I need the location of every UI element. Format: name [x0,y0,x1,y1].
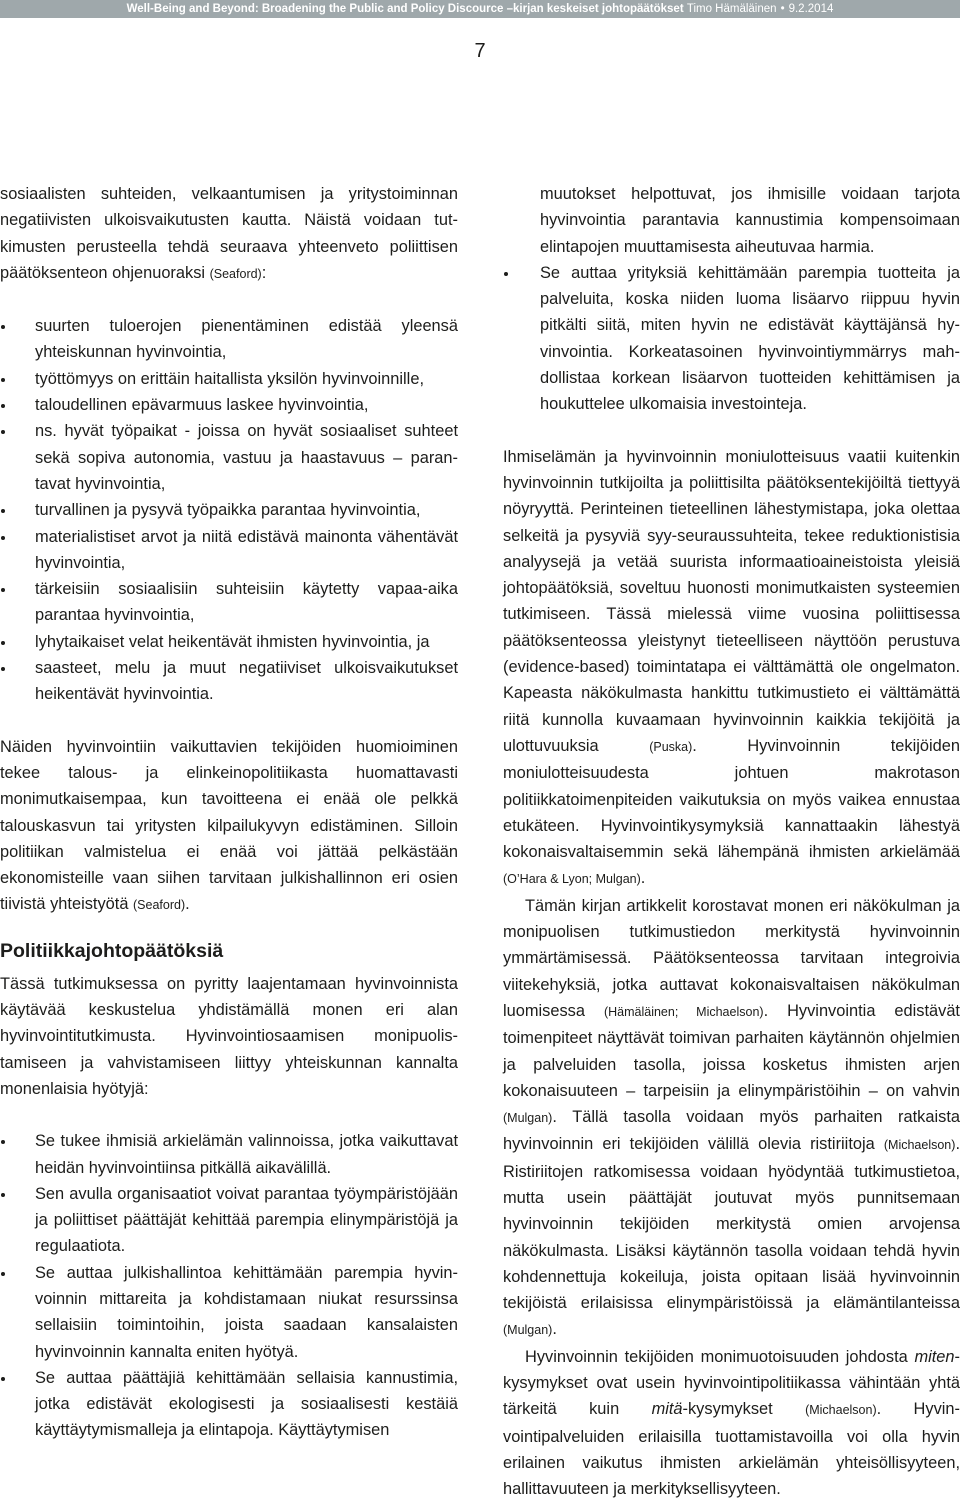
body-paragraph: Hyvinvoinnin tekijöiden monimuotoisuuden johdosta miten-kysymykset ovat usein hyvinvointipolitiikassa vähintään yhtä tärkeitä kuin mitä-kysymykset (Michaelson). Hyvinvointipalveluiden erilaisilla tuottamistavoilla voi olla hyvin erilainen vaikutus ihmisten arkielämän yhteisöllisyyteen, hallittavuuteen ja merkityksellisyyteen. [503,1347,960,1499]
list-item: lyhytaikaiset velat heikentävät ihmisten hyvinvointia, ja [0,629,458,655]
right-column [503,181,960,1503]
citation: (Michaelson) [883,1138,956,1153]
list-item: Sen avulla organisaatiot voivat parantaa työympäristöjään ja poliittiset päättäjät kehittää parempia elinympäristöjä ja regulaatiota. [0,1181,458,1260]
list-item: suurten tuloerojen pienentäminen edistää yleensä yhteiskunnan hyvinvointia, [0,313,458,366]
list-item: Se tukee ihmisiä arkielämän valinnoissa, jotka vaikuttavat heidän hyvinvointiinsa pitkällä aikavälillä. [0,1128,458,1181]
body-paragraph: Tämän kirjan artikkelit korostavat monen eri näkökulman ja monipuolisen tutkimustiedon merkitystä hyvinvoinnin ymmärtämisessä. Päätöksenteossa tarvitaan integroivia viitekehyksiä, jotka auttavat kokonaisvaltaisen näkökulman luomisessa (Hämäläinen; Michaelson). Hyvinvointia edistävät toimenpiteet näyttävät toimivan parhaiten käytännön ohjelmien ja palveluiden tasolla, joissa kosketus ihmisten arjen kokonaisuuteen – tarpeisiin ja elinympäristöihin – on vahvin (Mulgan). Tällä tasolla voidaan myös parhaiten ratkaista hyvinvoinnin eri tekijöiden välillä olevia ristiriitoja (Michaelson). Ristiriitojen ratkomisessa voidaan hyödyntää tutkimustietoa, mutta usein päättäjät joutuvat myös punnitsemaan hyvinvoinnin tekijöiden merkitystä omien arvojensa näkökulmasta. Lisäksi käytännön tasolla voidaan tehdä hyvin kohdennettuja kokeiluja, joista opitaan lisää hyvinvoinnin tekijöistä erilaisissa elinympäristöissä ja elämäntilanteissa (Mulgan). [503,896,960,1339]
list-item: saasteet, melu ja muut negatiiviset ulkoisvaikutukset heikentävät hyvinvointia. [0,655,458,708]
list-item: Se auttaa päättäjiä kehittämään sellaisia kannustimia, jotka edistävät ekologisesti ja sosiaalisesti kestäiä käyttäytymismalleja ja elintapoja. Käyttäytymisen [0,1365,458,1444]
citation: (O’Hara & Lyon; Mulgan) [503,872,641,887]
body-paragraph: Tässä tutkimuksessa on pyritty laajentamaan hyvinvoinnista käytävää keskustelua yhdistämällä monen eri alan hyvinvointitutkimusta. Hyvinvointiosaamisen monipuolistamiseen ja vahvistamiseen liittyy yhteiskunnan kannalta monenlaisia hyötyjä: [0,974,458,1098]
citation: (Mulgan) [503,1323,553,1338]
benefits-list-continued [503,260,960,418]
citation: (Seaford) [133,898,186,913]
bullet-continuation: muutokset helpottuvat, jos ihmisille voidaan tarjota hyvinvointia parantavia kannustimia kompensoimaan elintapojen muuttamisesta aiheutuvaa harmia. [540,185,960,256]
running-header [0,0,960,18]
citation: (Puska) [649,739,693,754]
list-item: Se auttaa yrityksiä kehittämään parempia tuotteita ja palveluita, koska niiden luoma lisäarvo riippuu hyvin pitkälti siitä, miten hyvin ne edistävät käyttäjänsä hyvinvointia. Korkeatasoinen hyvinvointiymmärrys mahdollistaa korkean lisäarvon tuotteiden kehittämisen ja houkuttelee ulkomaisia investointeja. [503,260,960,418]
left-column [0,181,458,1444]
citation: (Mulgan) [503,1111,553,1126]
list-item: työttömyys on erittäin haitallista yksilön hyvinvoinnille, [0,366,458,392]
header-title: Well-Being and Beyond: Broadening the Public and Policy Discource –kirjan keskeiset johtopäätökset [126,3,684,15]
header-author: Timo Hämäläinen [686,3,777,15]
citation: (Hämäläinen; Michaelson) [603,1004,764,1019]
well-being-factors-list [0,313,458,707]
emphasis: mitä [651,1400,683,1419]
intro-paragraph: sosiaalisten suhteiden, velkaantumisen ja yritystoiminnan negatiivisten ulkoisvaikutusten kautta. Näistä voidaan tutkimusten perusteella tehdä seuraava yhteenveto poliittisen päätöksenteon ohjenuoraksi (Seaford): [0,185,458,282]
body-paragraph: Ihmiselämän ja hyvinvoinnin moniulotteisuus vaatii kuitenkin hyvinvoinnin tutkijoilta ja poliittisilta päätöksentekijöiltä tiettyyä nöyryyttä. Perinteinen tieteellinen lähestymistapa, joka olettaa selkeitä ja pysyviä syy-seuraussuhteita, tekee reduktionistisia analyysejä ja vetää suurista informaatioaineistoista yleisiä johtopäätöksiä, soveltuu huonosti monimutkaisten systeemien tutkimiseen. Tässä mielessä viime vuosina poliittisessa päätöksenteossa yleistynyt tieteelliseen näyttöön perustuva (evidence-based) toimintatapa ei välttämättä ole ongelmaton. Kapeasta näkökulmasta hankittu tutkimustieto ei välttämättä riitä kunnolla kuvaamaan hyvinvoinnin kaikkia tekijöitä ja ulottuvuuksia (Puska). Hyvinvoinnin tekijöiden moniulotteisuudesta johtuen makrotason politiikkatoimenpiteiden vaikutuksia on myös vaikea ennustaa etukäteen. Hyvinvointikysymyksiä kannattaakin lähestyä kokonaisvaltaisemmin sekä lähempänä ihmisten arkielämää (O’Hara & Lyon; Mulgan). [503,447,960,888]
page-number: 7 [474,40,486,62]
list-item: Se auttaa julkishallintoa kehittämään parempia hyvinvoinnin mittareita ja kohdistamaan niukat resurssinsa sellaisiin toimintoihin, joista saadaan kansalaisten hyvinvoinnin kannalta eniten hyötyä. [0,1260,458,1365]
citation: (Seaford) [209,266,262,281]
list-item: tärkeisiin sosiaalisiin suhteisiin käytetty vapaa-aika parantaa hyvinvointia, [0,576,458,629]
citation: (Michaelson) [805,1403,877,1418]
header-separator: • [780,3,785,15]
list-item: materialistiset arvot ja niitä edistävä mainonta vähentävät hyvinvointia, [0,524,458,577]
benefits-list [0,1128,458,1444]
header-date: 9.2.2014 [788,3,834,15]
body-paragraph: Näiden hyvinvointiin vaikuttavien tekijöiden huomioiminen tekee talous- ja elinkeinopolitiikasta huomattavasti monimutkaisempaa, kun tavoitteena ei enää ole pelkkä talouskasvun tai yritysten kilpailukyvyn edistäminen. Silloin politiikan valmistelua ei enää voi jättää pelkästään ekonomisteille vaan siihen tarvitaan julkishallinnon eri osien tiivistä yhteistyötä (Seaford). [0,737,458,914]
section-heading: Politiikkajohtopäätöksiä [0,939,224,962]
list-item: ns. hyvät työpaikat - joissa on hyvät sosiaaliset suhteet sekä sopiva autonomia, vastuu ja haastavuus – parantavat hyvinvointia, [0,418,458,497]
emphasis: miten [914,1347,955,1366]
list-item: taloudellinen epävarmuus laskee hyvinvointia, [0,392,458,418]
list-item: turvallinen ja pysyvä työpaikka parantaa hyvinvointia, [0,497,458,523]
